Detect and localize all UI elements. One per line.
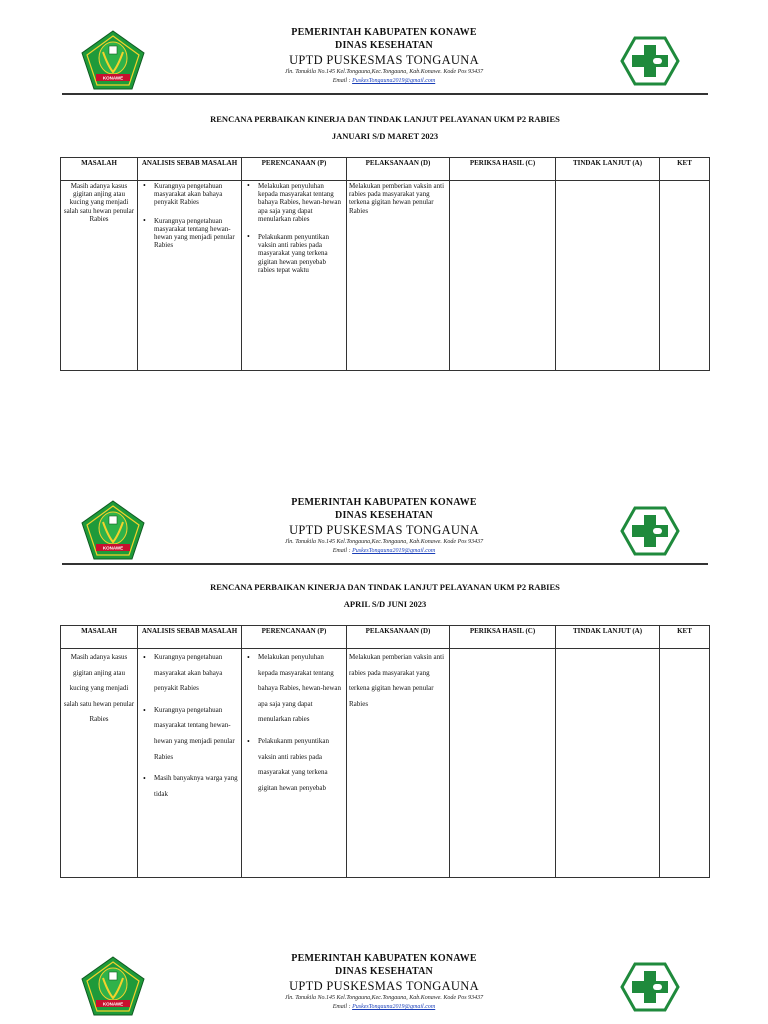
cell-analisis xyxy=(138,181,242,371)
letterhead-rule xyxy=(62,563,708,565)
emblem-text: KONAWE xyxy=(102,545,124,551)
letterhead-email xyxy=(200,1003,568,1011)
document-period: APRIL S/D JUNI 2023 xyxy=(343,599,427,609)
letterhead-rule xyxy=(62,93,708,95)
cell-periksa-hasil xyxy=(450,649,556,878)
header-pelaksanaan: PELAKSANAAN (D) xyxy=(347,626,450,649)
header-perencanaan: PERENCANAAN (P) xyxy=(242,158,347,181)
table-header-row xyxy=(61,626,710,649)
document-page-1 xyxy=(0,0,768,274)
health-cross-icon xyxy=(620,506,680,556)
list-item: • Kurangnya pengetahuan masyarakat tentang hewan-hewan yang menjadi penular Rabies xyxy=(140,703,239,765)
cell-ket xyxy=(660,649,710,878)
table-row xyxy=(61,649,710,878)
letterhead xyxy=(0,0,768,96)
email-link[interactable]: PuskesTongauna2019@gmail.com xyxy=(352,548,436,554)
table-row xyxy=(61,181,710,371)
list-item: • Pelakukanm penyuntikan vaksin anti rabies pada masyarakat yang terkena gigitan hewan penyebab rabies tepat waktu xyxy=(244,233,344,274)
list-item: • Kurangnya pengetahuan masyarakat akan bahaya penyakit Rabies xyxy=(140,650,239,697)
email-label: Email : xyxy=(332,1004,353,1010)
pdca-table xyxy=(60,157,710,371)
letterhead-text xyxy=(200,952,568,1011)
list-item: • Masih banyaknya warga yang tidak xyxy=(140,771,239,802)
email-label: Email : xyxy=(332,548,353,554)
letterhead-address: Jln. Tanukila No.145 Kel.Tongauna,Kec.Tongauna, Kab.Konawe. Kode Pos 93437 xyxy=(284,539,484,545)
letterhead-address: Jln. Tanukila No.145 Kel.Tongauna,Kec.Tongauna, Kab.Konawe. Kode Pos 93437 xyxy=(284,995,484,1001)
header-periksa-hasil: PERIKSA HASIL (C) xyxy=(450,158,556,181)
letterhead-line-1: PEMERINTAH KABUPATEN KONAWE xyxy=(291,497,477,508)
list-item: • Melakukan penyuluhan kepada masyarakat tentang bahaya Rabies, hewan-hewan apa saja yang dapat menularkan rabies xyxy=(244,650,344,728)
letterhead xyxy=(0,470,768,566)
list-item: • Melakukan penyuluhan kepada masyarakat tentang bahaya Rabies, hewan-hewan apa saja yang dapat menularkan rabies xyxy=(244,182,344,223)
cell-masalah: Masih adanya kasus gigitan anjing atau kucing yang menjadi salah satu hewan penular Rabies xyxy=(61,181,138,371)
document-period: JANUARI S/D MARET 2023 xyxy=(331,131,439,141)
document-title: RENCANA PERBAIKAN KINERJA DAN TINDAK LANJUT PELAYANAN UKM P2 RABIES xyxy=(210,582,560,592)
header-pelaksanaan: PELAKSANAAN (D) xyxy=(347,158,450,181)
email-link[interactable]: PuskesTongauna2019@gmail.com xyxy=(352,1004,436,1010)
letterhead-email xyxy=(200,77,568,85)
document-page-3 xyxy=(0,938,768,1024)
cell-pelaksanaan: Melakukan pemberian vaksin anti rabies pada masyarakat yang terkena gigitan hewan penular Rabies xyxy=(347,649,450,878)
header-masalah: MASALAH xyxy=(61,158,138,181)
cell-tindak-lanjut xyxy=(556,181,660,371)
letterhead-text xyxy=(200,496,568,555)
header-tindak-lanjut: TINDAK LANJUT (A) xyxy=(556,158,660,181)
health-cross-icon xyxy=(620,36,680,86)
cell-periksa-hasil xyxy=(450,181,556,371)
document-title: RENCANA PERBAIKAN KINERJA DAN TINDAK LANJUT PELAYANAN UKM P2 RABIES xyxy=(210,114,560,124)
cell-perencanaan xyxy=(242,649,347,878)
emblem-text: KONAWE xyxy=(102,1001,124,1007)
konawe-regency-emblem-icon xyxy=(80,30,146,90)
header-masalah: MASALAH xyxy=(61,626,138,649)
cell-analisis xyxy=(138,649,242,878)
email-link[interactable]: PuskesTongauna2019@gmail.com xyxy=(352,78,436,84)
cell-perencanaan xyxy=(242,181,347,371)
header-analisis: ANALISIS SEBAB MASALAH xyxy=(138,158,242,181)
letterhead-line-2: DINAS KESEHATAN xyxy=(335,510,433,521)
header-tindak-lanjut: TINDAK LANJUT (A) xyxy=(556,626,660,649)
letterhead-email xyxy=(200,547,568,555)
pdca-table xyxy=(60,625,710,878)
emblem-text: KONAWE xyxy=(102,75,124,81)
list-item: • Kurangnya pengetahuan masyarakat akan bahaya penyakit Rabies xyxy=(140,182,239,207)
header-ket: KET xyxy=(660,158,710,181)
letterhead-line-2: DINAS KESEHATAN xyxy=(335,966,433,977)
table-header-row xyxy=(61,158,710,181)
health-cross-icon xyxy=(620,962,680,1012)
letterhead-line-3: UPTD PUSKESMAS TONGAUNA xyxy=(289,523,479,537)
letterhead-text xyxy=(200,26,568,85)
cell-masalah: Masih adanya kasus gigitan anjing atau kucing yang menjadi salah satu hewan penular Rabies xyxy=(61,649,138,878)
letterhead-line-1: PEMERINTAH KABUPATEN KONAWE xyxy=(291,953,477,964)
letterhead-line-3: UPTD PUSKESMAS TONGAUNA xyxy=(289,979,479,993)
cell-tindak-lanjut xyxy=(556,649,660,878)
konawe-regency-emblem-icon xyxy=(80,956,146,1016)
letterhead-line-1: PEMERINTAH KABUPATEN KONAWE xyxy=(291,27,477,38)
header-periksa-hasil: PERIKSA HASIL (C) xyxy=(450,626,556,649)
header-perencanaan: PERENCANAAN (P) xyxy=(242,626,347,649)
konawe-regency-emblem-icon xyxy=(80,500,146,560)
letterhead-line-3: UPTD PUSKESMAS TONGAUNA xyxy=(289,53,479,67)
list-item: • Pelakukanm penyuntikan vaksin anti rabies pada masyarakat yang terkena gigitan hewan penyebab xyxy=(244,734,344,796)
letterhead-address: Jln. Tanukila No.145 Kel.Tongauna,Kec.Tongauna, Kab.Konawe. Kode Pos 93437 xyxy=(284,69,484,75)
header-ket: KET xyxy=(660,626,710,649)
cell-pelaksanaan: Melakukan pemberian vaksin anti rabies pada masyarakat yang terkena gigitan hewan penular Rabies xyxy=(347,181,450,371)
letterhead xyxy=(0,926,768,1022)
email-label: Email : xyxy=(332,78,353,84)
letterhead-line-2: DINAS KESEHATAN xyxy=(335,40,433,51)
document-page-2 xyxy=(0,470,768,798)
list-item: • Kurangnya pengetahuan masyarakat tentang hewan-hewan yang menjadi penular Rabies xyxy=(140,217,239,250)
header-analisis: ANALISIS SEBAB MASALAH xyxy=(138,626,242,649)
cell-ket xyxy=(660,181,710,371)
